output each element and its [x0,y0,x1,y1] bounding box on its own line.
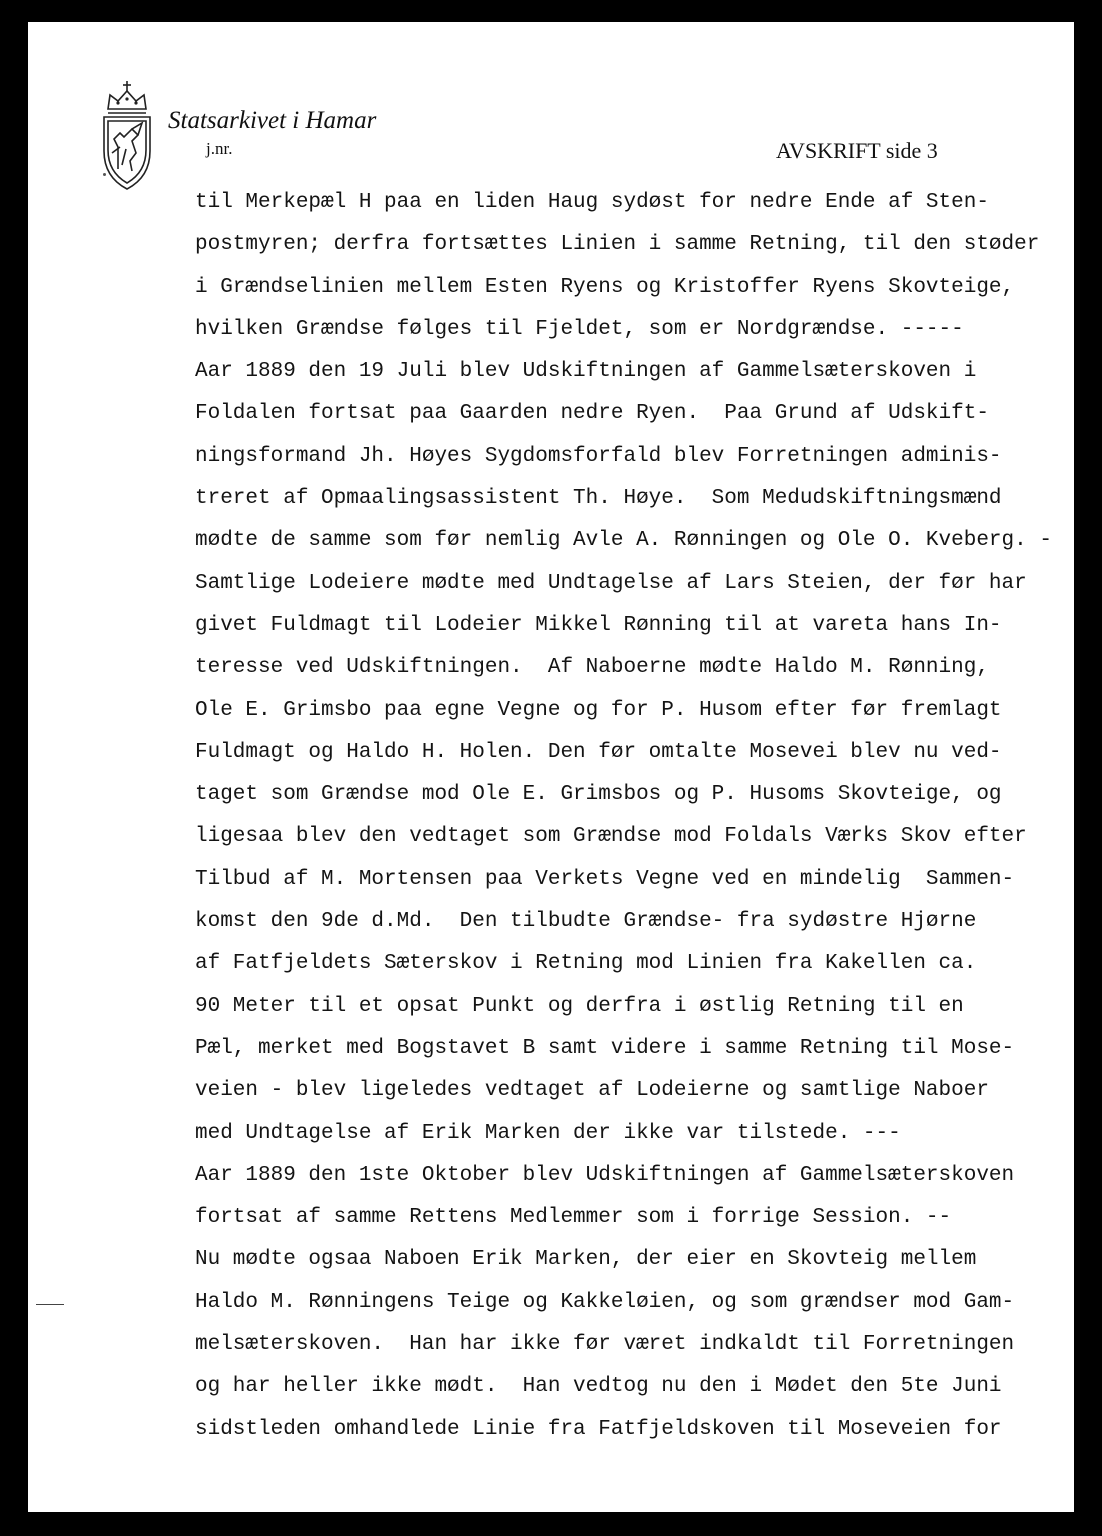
page-label: AVSKRIFT side 3 [776,138,938,163]
margin-dot [103,173,106,176]
text-line: teresse ved Udskiftningen. Af Naboerne mødte Haldo M. Rønning, [195,656,989,680]
text-line: Aar 1889 den 19 Juli blev Udskiftningen af Gammelsæterskoven i [195,360,977,384]
document-page [28,22,1074,1512]
text-line: ligesaa blev den vedtaget som Grændse mod Foldals Værks Skov efter [195,825,1027,849]
text-line: Nu mødte ogsaa Naboen Erik Marken, der eier en Skovteig mellem [195,1248,977,1272]
text-line: med Undtagelse af Erik Marken der ikke var tilstede. --- [195,1121,901,1145]
text-line: og har heller ikke mødt. Han vedtog nu den i Mødet den 5te Juni [195,1375,1002,1399]
text-line: givet Fuldmagt til Lodeier Mikkel Rønning til at vareta hans In- [195,613,1002,637]
text-line: ningsformand Jh. Høyes Sygdomsforfald blev Forretningen adminis- [195,444,1002,468]
text-line: hvilken Grændse følges til Fjeldet, som er Nordgrændse. ----- [195,317,964,341]
text-line: veien - blev ligeledes vedtaget af Lodeierne og samtlige Naboer [195,1079,989,1103]
text-line: til Merkepæl H paa en liden Haug sydøst for nedre Ende af Sten- [195,191,989,214]
text-line: Ole E. Grimsbo paa egne Vegne og for P. Husom efter før fremlagt [195,698,1002,722]
text-line: mødte de samme som før nemlig Avle A. Rønningen og Ole O. Kveberg. - [195,529,1052,553]
norwegian-coat-of-arms-icon [98,77,156,197]
text-line: fortsat af samme Rettens Medlemmer som i forrige Session. -- [195,1206,952,1230]
journal-number-label: j.nr. [206,139,233,158]
text-line: i Grændselinien mellem Esten Ryens og Kristoffer Ryens Skovteige, [195,275,1015,299]
text-line: sidstleden omhandlede Linie fra Fatfjeldskoven til Moseveien for [195,1417,1002,1441]
text-line: Foldalen fortsat paa Gaarden nedre Ryen. Paa Grund af Udskift- [195,402,989,426]
text-line: Aar 1889 den 1ste Oktober blev Udskiftningen af Gammelsæterskoven [195,1163,1015,1187]
text-line: Samtlige Lodeiere mødte med Undtagelse af Lars Steien, der før har [195,571,1027,595]
text-line: taget som Grændse mod Ole E. Grimsbos og P. Husoms Skovteige, og [195,783,1002,807]
text-line: komst den 9de d.Md. Den tilbudte Grændse- fra sydøstre Hjørne [195,910,977,934]
text-line: af Fatfjeldets Sæterskov i Retning mod Linien fra Kakellen ca. [195,952,977,976]
text-line: melsæterskoven. Han har ikke før været indkaldt til Forretningen [195,1333,1015,1357]
transcription-body [195,182,1065,1451]
text-line: Fuldmagt og Haldo H. Holen. Den før omtalte Mosevei blev nu ved- [195,740,1002,764]
text-line: 90 Meter til et opsat Punkt og derfra i østlig Retning til en [195,994,964,1018]
text-line: Haldo M. Rønningens Teige og Kakkeløien, og som grændser mod Gam- [195,1290,1015,1314]
text-line: Tilbud af M. Mortensen paa Verkets Vegne ved en mindelig Sammen- [195,867,1015,891]
text-line: Pæl, merket med Bogstavet B samt videre i samme Retning til Mose- [195,1036,1015,1060]
text-line: treret af Opmaalingsassistent Th. Høye. Som Medudskiftningsmænd [195,487,1002,511]
margin-mark [36,1304,64,1305]
text-line: postmyren; derfra fortsættes Linien i samme Retning, til den støder [195,233,1040,257]
archive-name: Statsarkivet i Hamar [168,107,377,134]
